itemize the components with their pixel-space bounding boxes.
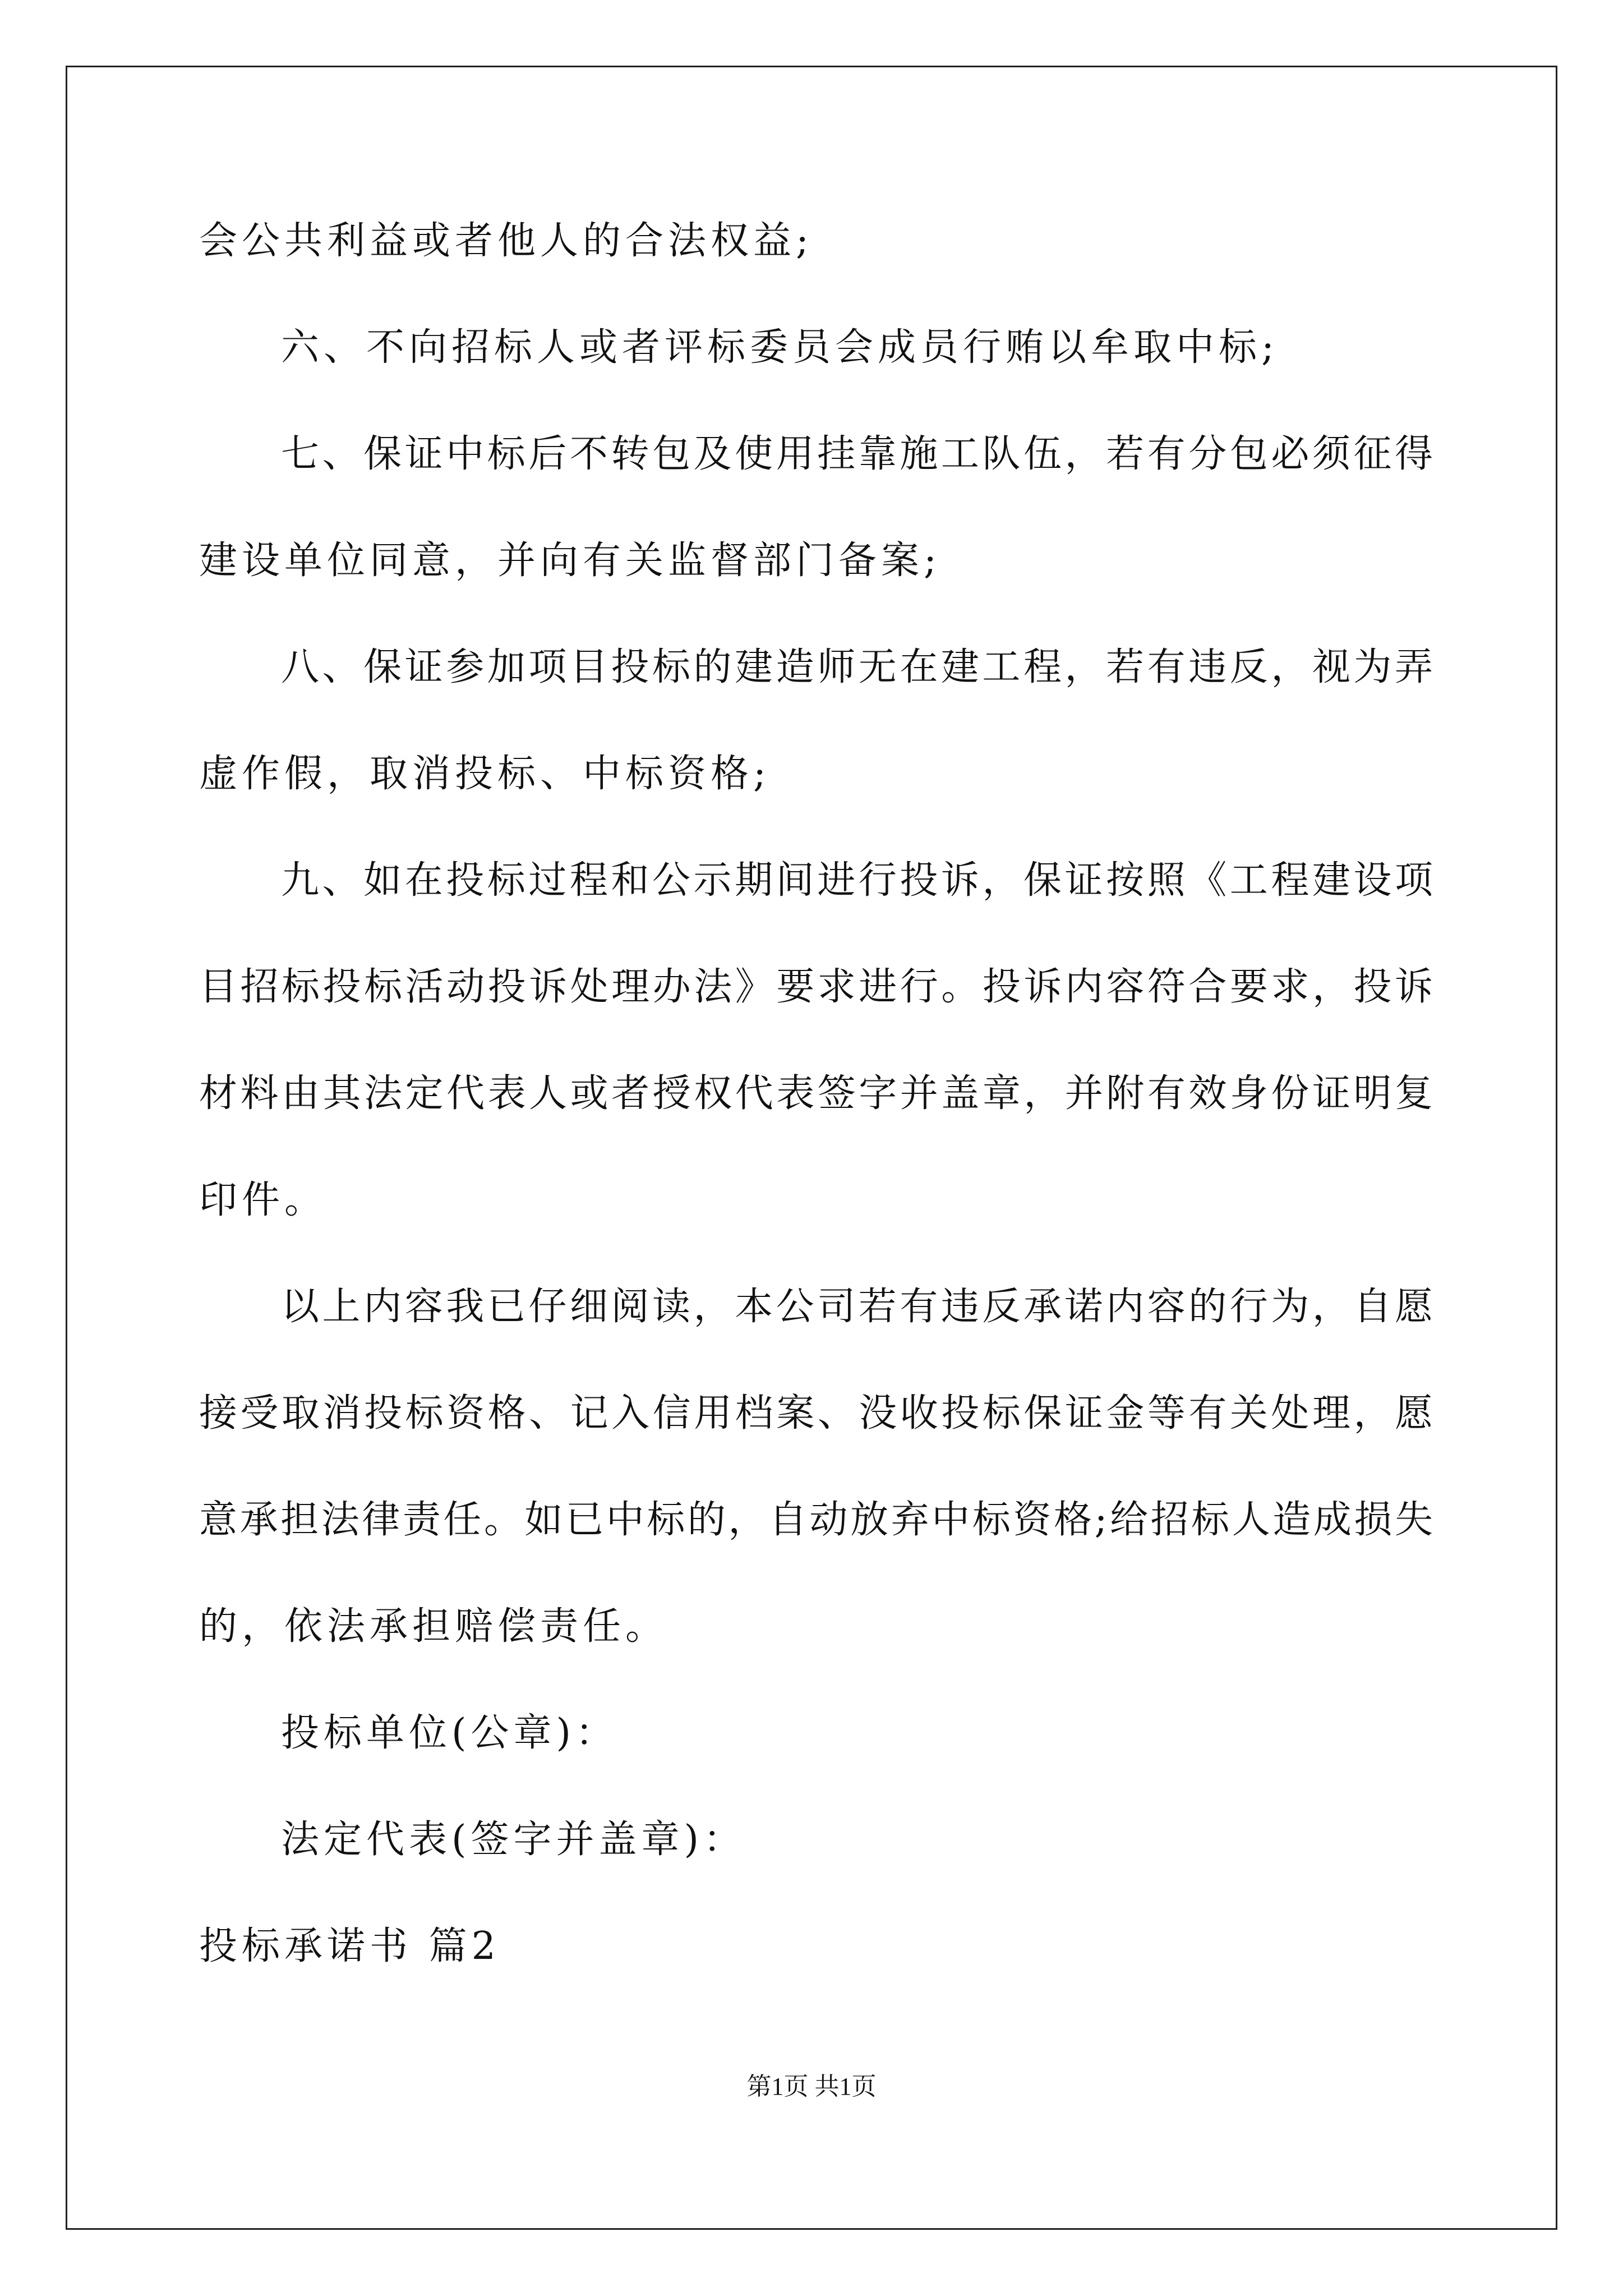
text-line: 建设单位同意，并向有关监督部门备案; [199,539,941,583]
text-line: 会公共利益或者他人的合法权益; [199,219,813,263]
text-line: 七、保证中标后不转包及使用挂靠施工队伍，若有分包必须征得 [281,432,1433,476]
text-line: 意承担法律责任。如已中标的，自动放弃中标资格;给招标人造成损失 [199,1498,1433,1542]
section-heading: 投标承诺书 篇2 [199,1924,500,1968]
text-line: 以上内容我已仔细阅读，本公司若有违反承诺内容的行为，自愿 [281,1285,1433,1329]
text-line: 八、保证参加项目投标的建造师无在建工程，若有违反，视为弄 [281,645,1433,689]
page-footer: 第1页 共1页 [746,2073,877,2100]
text-line: 印件。 [199,1178,328,1222]
text-line: 九、如在投标过程和公示期间进行投诉，保证按照《工程建设项 [281,858,1433,903]
text-line: 目招标投标活动投诉处理办法》要求进行。投诉内容符合要求，投诉 [199,965,1433,1009]
text-line: 虚作假，取消投标、中标资格; [199,752,771,796]
text-line: 的，依法承担赔偿责任。 [199,1604,668,1649]
bidder-seal-line: 投标单位(公章)： [281,1711,619,1755]
text-line: 材料由其法定代表人或者授权代表签字并盖章，并附有效身份证明复 [199,1071,1433,1116]
page-frame [66,66,1557,2230]
text-line: 接受取消投标资格、记入信用档案、没收投标保证金等有关处理，愿 [199,1391,1433,1435]
legal-representative-line: 法定代表(签字并盖章)： [281,1818,746,1862]
text-line: 六、不向招标人或者评标委员会成员行贿以牟取中标; [281,325,1279,370]
